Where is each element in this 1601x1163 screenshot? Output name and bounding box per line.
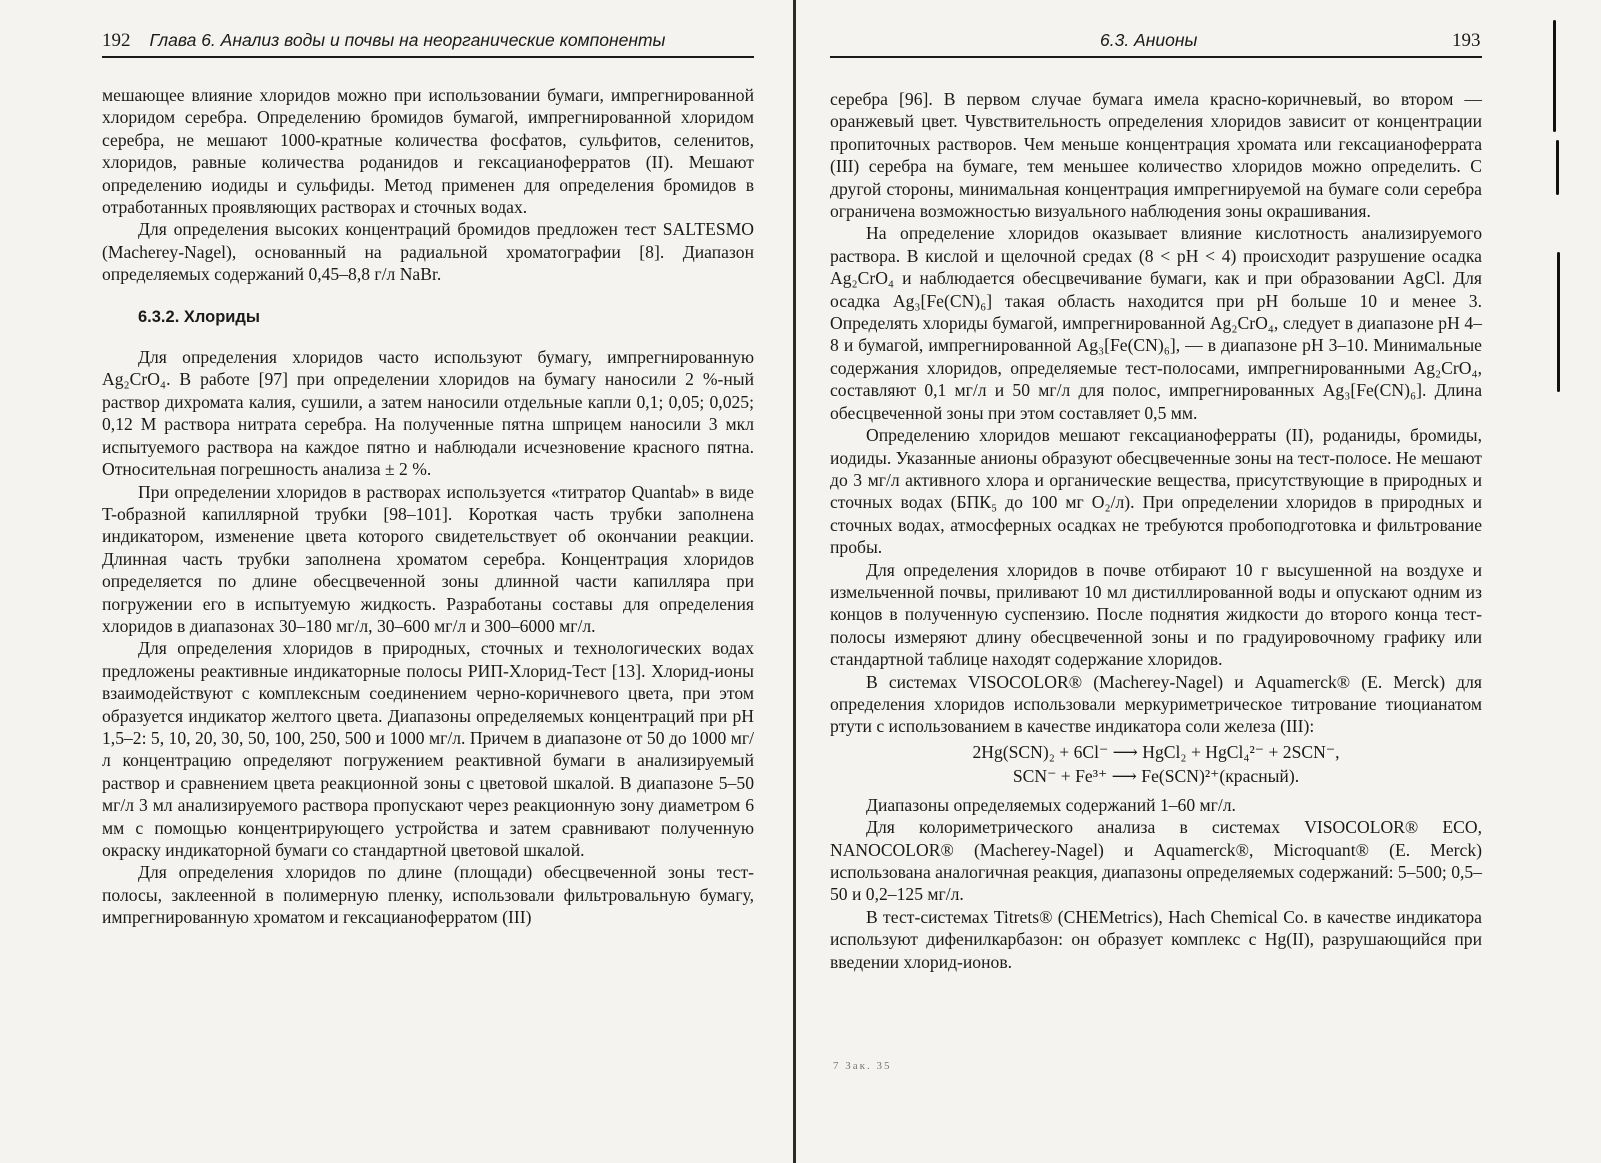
paragraph: Для определения хлоридов по длине (площади) обесцвеченной зоны тест-полосы, заклеенной в полимерную пленку, использовали фильтровальную бумагу, импрегнированную хроматом и гексацианоферратом (III) <box>102 862 754 928</box>
paragraph: На определение хлоридов оказывает влияние кислотность анализируемого раствора. В кислой и щелочной средах (8 < pH < 4) происходит разрушение осадка Ag₂CrO₄ и наблюдается обесцвечивание бумаги, как и при образовании AgCl. Для осадка Ag₃[Fe(CN)₆] такая область находится при pH больше 10 и менее 3. Определять хлориды бумагой, импрегнированной Ag₂CrO₄, следует в диапазоне pH 4–8 и бумагой, импрегнированной Ag₃[Fe(CN)₆], — в диапазоне pH 3–10. Минимальные содержания хлоридов, определяемые тест-полосами, импрегнированными Ag₂CrO₄, составляют 0,1 мг/л и 50 мг/л для полос, импрегнированных Ag₃[Fe(CN)₆]. Длина обесцвеченной зоны при этом составляет 0,5 мм. <box>830 223 1482 423</box>
left-page-number: 192 <box>102 30 131 51</box>
paragraph: серебра [96]. В первом случае бумага имела красно-коричневый, во втором — оранжевый цвет. Чувствительность определения хлоридов зависит от концентрации пропиточных растворов. Чем меньше концентрация хромата или гексацианоферрата (III) серебра на бумаге, тем меньшее количество хлоридов можно определить. С другой стороны, минимальная концентрация импрегнируемой на бумаге соли серебра ограничена возможностью визуального наблюдения зоны окрашивания. <box>830 89 1482 222</box>
paragraph: Для определения хлоридов в почве отбирают 10 г высушенной на воздухе и измельченной почвы, приливают 10 мл дистиллированной воды и опускают одним из концов в полученную суспензию. После поднятия жидкости до второго конца тест-полосы измеряют длину обесцвеченной зоны и по градуировочному графику или стандартной таблице находят содержание хлоридов. <box>830 559 1482 670</box>
paragraph: В тест-системах Titrets® (CHEMetrics), Hach Chemical Co. в качестве индикатора используют дифенилкарбазон: он образует комплекс с Hg(II), разрушающийся при введении хлорид-ионов. <box>830 906 1482 972</box>
book-gutter <box>793 0 796 1163</box>
page-edge-shadow <box>1557 252 1560 392</box>
section-heading: 6.3.2. Хлориды <box>138 307 261 326</box>
paragraph: Для определения хлоридов в природных, сточных и технологических водах предложены реактивные индикаторные полосы РИП-Хлорид-Тест [13]. Хлорид-ионы взаимодействуют с комплексным соединением черно-коричневого цвета, при этом образуется индикатор желтого цвета. Диапазоны определяемых концентраций при pH 1,5–2: 5, 10, 20, 30, 50, 100, 250, 500 и 1000 мг/л. Причем в диапазоне от 50 до 1000 мг/л концентрацию определяют погружением реактивной бумаги в анализируемый раствор и сравнением цвета реакционной зоны с цветовой шкалой. В диапазоне 5–50 мг/л 3 мл анализируемого раствора пропускают через реакционную зону диаметром 6 мм с помощью концентрирующего устройства и затем сравнивают полученную окраску индикаторной бумаги со стандартной цветовой шкалой. <box>102 638 754 860</box>
left-page <box>0 0 790 1163</box>
paragraph: Для определения высоких концентраций бромидов предложен тест SALTESMO (Macherey-Nagel), основанный на радиальной хроматографии [8]. Диапазон определяемых содержаний 0,45–8,8 г/л NaBr. <box>102 219 754 285</box>
right-running-head: 6.3. Анионы <box>1100 30 1198 50</box>
right-header-rule <box>830 56 1482 58</box>
paragraph: При определении хлоридов в растворах используется «титратор Quantab» в виде T-образной капиллярной трубки [98–101]. Короткая часть трубки заполнена индикатором, изменение цвета которого свидетельствует об окончании реакции. Длинная часть трубки заполнена хроматом серебра. Концентрация хлоридов определяется по длине обесцвеченной зоны длинной части капилляра при погружении его в испытуемую жидкость. Разработаны составы для определения хлоридов в диапазонах 30–180 мг/л, 30–600 мг/л и 300–6000 мг/л. <box>102 481 754 636</box>
right-page-number: 193 <box>1452 30 1481 51</box>
page-edge-shadow <box>1556 140 1559 195</box>
right-page-body <box>830 88 1482 973</box>
equation: 2Hg(SCN)₂ + 6Cl⁻ ⟶ HgCl₂ + HgCl₄²⁻ + 2SCN⁻, <box>972 741 1340 762</box>
left-page-header <box>102 30 665 52</box>
paragraph: Для определения хлоридов часто используют бумагу, импрегнированную Ag₂CrO₄. В работе [97] при определении хлоридов на бумагу наносили 2 %-ный раствор дихромата калия, сушили, а затем наносили отдельные капли 0,1; 0,05; 0,025; 0,12 М раствора нитрата серебра. На полученные пятна шприцем наносили 3 мкл испытуемого раствора на каждое пятно и наблюдали исчезновение красного пятна. Относительная погрешность анализа ± 2 %. <box>102 347 754 480</box>
equation-block <box>830 740 1482 788</box>
paragraph: Диапазоны определяемых содержаний 1–60 мг/л. <box>866 794 1236 815</box>
right-page-header <box>1100 30 1197 52</box>
paragraph: мешающее влияние хлоридов можно при использовании бумаги, импрегнированной хлоридом серебра. Определению бромидов бумагой, импрегнированной хлоридом серебра, не мешают 1000-кратные количества фосфатов, сульфитов, селенитов, хлоридов, равные количества роданидов и гексацианоферратов (II). Мешают определению иодиды и сульфиды. Метод применен для определения бромидов в отработанных проявляющих растворах и сточных водах. <box>102 85 754 218</box>
left-header-rule <box>102 56 754 58</box>
paragraph: В системах VISOCOLOR® (Macherey-Nagel) и Aquamerck® (E. Merck) для определения хлоридов использовали меркуриметрическое титрование тиоцианатом ртути с использованием в качестве индикатора соли железа (III): <box>830 671 1482 737</box>
signature-mark: 7 Зак. 35 <box>833 1060 892 1072</box>
paragraph: Для колориметрического анализа в системах VISOCOLOR® ECO, NANOCOLOR® (Macherey-Nagel) и Aquamerck®, Microquant® (E. Merck) использована аналогичная реакция, диапазоны определяемых содержаний: 5–500; 0,5–50 и 0,2–125 мг/л. <box>830 817 1482 905</box>
equation: SCN⁻ + Fe³⁺ ⟶ Fe(SCN)²⁺(красный). <box>1012 765 1300 786</box>
page-edge-shadow <box>1553 20 1556 132</box>
paragraph: Определению хлоридов мешают гексацианоферраты (II), роданиды, бромиды, иодиды. Указанные анионы образуют обесцвеченные зоны на тест-полосе. Не мешают до 3 мг/л активного хлора и органические вещества, присутствующие в природных и сточных водах (БПК₅ до 100 мг O₂/л). При определении хлоридов в природных и сточных водах, атмосферных осадках не требуются пробоподготовка и фильтрование пробы. <box>830 425 1482 558</box>
left-page-body <box>102 84 754 929</box>
left-running-head: Глава 6. Анализ воды и почвы на неорганические компоненты <box>149 30 666 50</box>
